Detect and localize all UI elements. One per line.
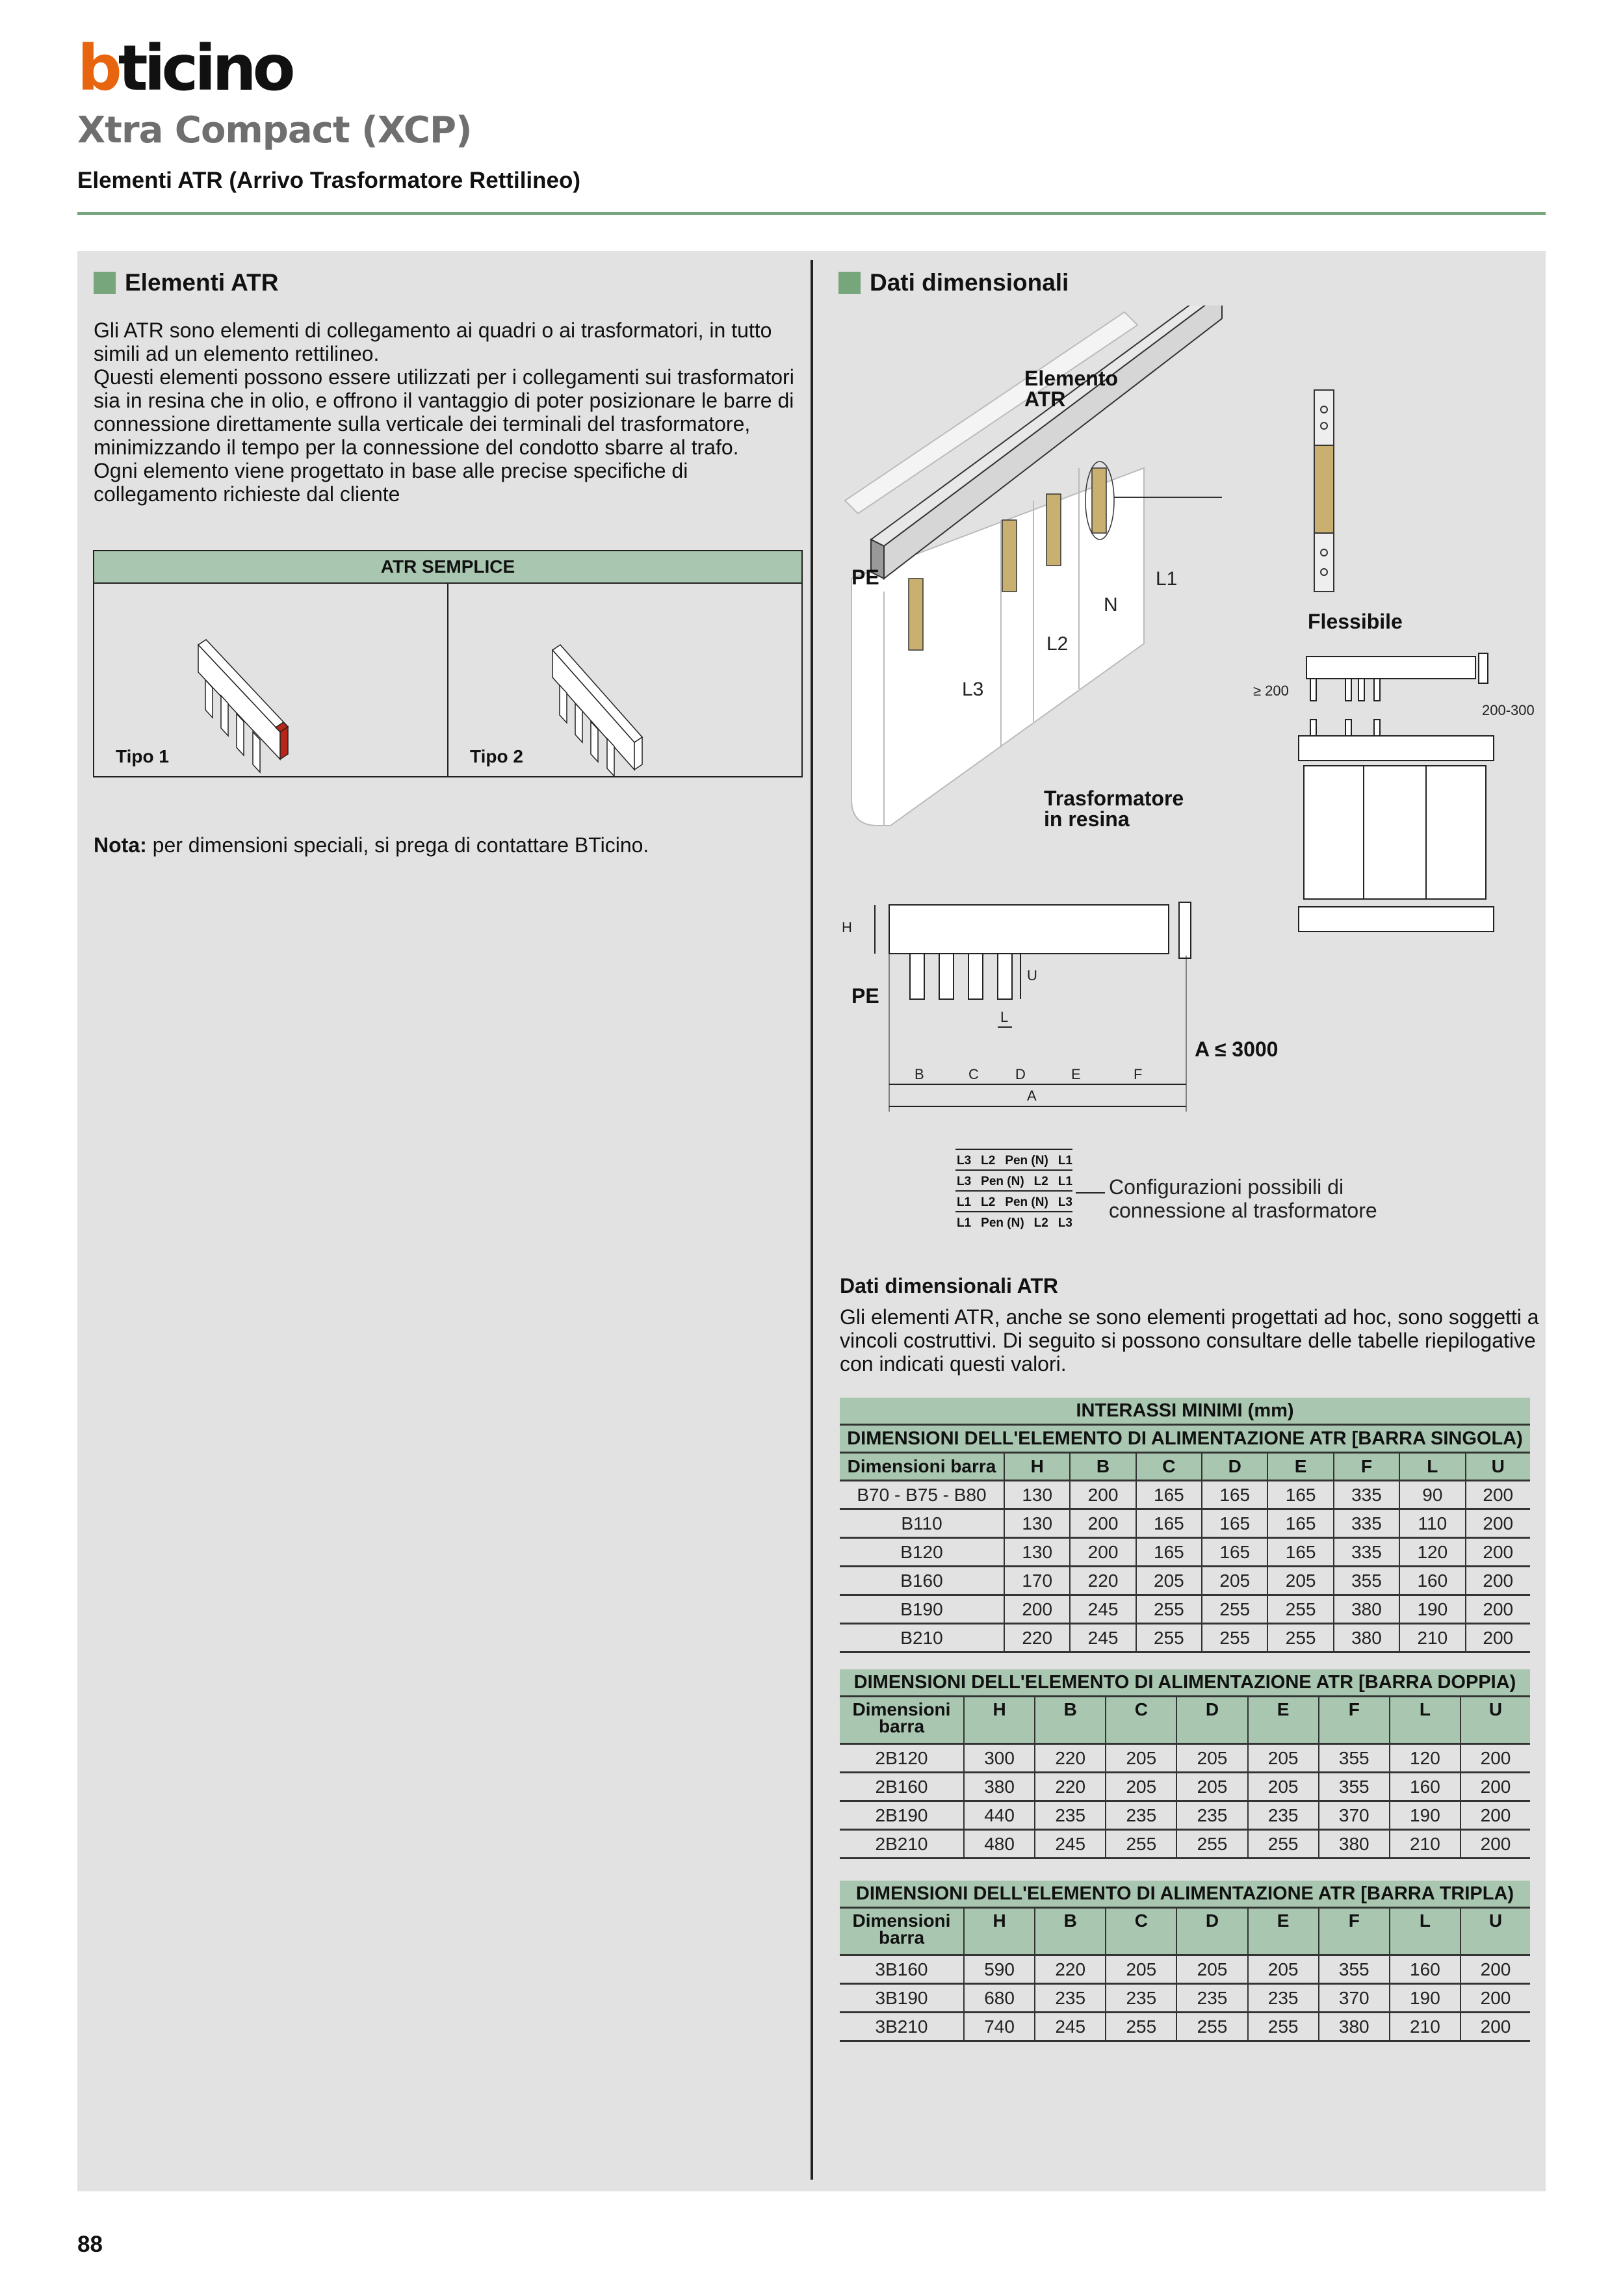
dim-e-label: E [1071,1066,1081,1082]
atr-type-1-cell [94,584,447,776]
atr-semplice-table [93,550,803,777]
dimension-cell: 355 [1319,1955,1390,1984]
dimension-cell: 200 [1461,1830,1530,1859]
bar-size-cell: 3B160 [840,1955,964,1984]
dimension-cell: 200 [1461,1955,1530,1984]
table-barra-singola [840,1398,1530,1653]
dim-h-label: H [842,919,852,935]
dimension-cell: 255 [1106,2013,1176,2041]
note-text: per dimensioni speciali, si prega di contattare BTicino. [146,833,649,857]
col-header: H [964,1908,1035,1955]
col-header: Dimensioni barra [840,1908,964,1955]
pe-label-elevation: PE [851,984,879,1008]
atr-semplice-title: ATR SEMPLICE [94,551,801,584]
config-cell: L2 [981,1154,996,1168]
config-row [957,1192,1072,1213]
dimension-cell: 200 [1461,1773,1530,1801]
trasformatore-label [1044,788,1184,829]
col-header: U [1466,1453,1530,1481]
dimension-cell: 170 [1004,1567,1070,1595]
dimension-cell: 335 [1334,1538,1399,1567]
dimension-cell: 220 [1070,1567,1136,1595]
dimension-cell: 200 [1461,1744,1530,1773]
tipo-2-label: Tipo 2 [470,746,523,766]
dimension-cell: 165 [1202,1481,1267,1509]
bar-size-cell: B70 - B75 - B80 [840,1481,1004,1509]
bar-size-cell: B190 [840,1595,1004,1624]
header-divider [77,212,1546,215]
column-header-row [840,1697,1530,1744]
config-cell: L3 [957,1175,972,1188]
section-heading-dati-dimensionali [838,269,1069,296]
dimension-cell: 255 [1248,1830,1319,1859]
dimension-cell: 255 [1106,1830,1176,1859]
dimension-cell: 200 [1070,1509,1136,1538]
series-title: Xtra Compact (XCP) [77,109,472,151]
flessibile-detail [1314,390,1334,592]
config-cell: L1 [1058,1175,1072,1188]
table-row [840,1955,1530,1984]
phase-label-n: N [1104,594,1118,616]
col-header: E [1248,1697,1319,1744]
dim-d-label: D [1015,1066,1026,1082]
dimension-cell: 205 [1176,1955,1247,1984]
dimension-cell: 165 [1267,1538,1333,1567]
col-header: C [1106,1908,1176,1955]
dimension-cell: 245 [1035,1830,1106,1859]
col-header: H [1004,1453,1070,1481]
column-header-row [840,1908,1530,1955]
intro-paragraph: Gli ATR sono elementi di collegamento ai quadri o ai trasformatori, in tutto simili ad un elemento rettilineo. [94,319,772,365]
dimension-cell: 190 [1390,1984,1461,2013]
dimension-cell: 210 [1390,1830,1461,1859]
dimension-cell: 205 [1248,1955,1319,1984]
bar-size-cell: 3B210 [840,2013,964,2041]
dimension-cell: 370 [1319,1984,1390,2013]
label-line: ATR [1024,387,1066,411]
dim-f-label: F [1134,1066,1143,1082]
dimension-cell: 165 [1202,1509,1267,1538]
dimension-cell: 90 [1399,1481,1465,1509]
table-row [840,1481,1530,1509]
config-caption [1109,1175,1377,1222]
config-cell: L3 [1058,1216,1072,1230]
dimension-cell: 335 [1334,1481,1399,1509]
dimension-cell: 200 [1070,1481,1136,1509]
intro-text [94,319,809,506]
table-barra-doppia [840,1669,1530,1859]
dimension-cell: 205 [1202,1567,1267,1595]
column-divider [811,260,813,2180]
dimension-cell: 380 [1319,2013,1390,2041]
intro-paragraph: Ogni elemento viene progettato in base alle precise specifiche di collegamento richieste dal cliente [94,459,688,506]
dimension-cell: 235 [1176,1984,1247,2013]
dimension-cell: 380 [1319,1830,1390,1859]
dimension-cell: 220 [1004,1624,1070,1652]
col-header: Dimensioni barra [840,1697,964,1744]
dimension-cell: 200 [1461,1984,1530,2013]
config-cell: Pen (N) [1005,1154,1048,1168]
dimension-cell: 680 [964,1984,1035,2013]
dimension-cell: 235 [1176,1801,1247,1830]
dimension-cell: 355 [1319,1744,1390,1773]
dimension-cell: 590 [964,1955,1035,1984]
dimension-cell: 380 [964,1773,1035,1801]
dim-u-label: U [1027,967,1037,984]
dimension-cell: 110 [1399,1509,1465,1538]
dimension-cell: 200 [1461,1801,1530,1830]
section-marker-icon [94,272,116,294]
dimension-cell: 205 [1267,1567,1333,1595]
dimension-cell: 255 [1202,1595,1267,1624]
label-line: Elemento [1024,367,1119,390]
table-row [840,1567,1530,1595]
col-header: L [1390,1908,1461,1955]
dimension-cell: 370 [1319,1801,1390,1830]
table-row [840,1801,1530,1830]
dimension-cell: 165 [1267,1509,1333,1538]
dimension-cell: 740 [964,2013,1035,2041]
table-barra-tripla [840,1881,1530,2042]
dimension-cell: 120 [1390,1744,1461,1773]
dimension-cell: 235 [1035,1984,1106,2013]
dimension-cell: 235 [1248,1801,1319,1830]
note [94,833,649,857]
dimension-cell: 220 [1035,1955,1106,1984]
dimension-cell: 245 [1035,2013,1106,2041]
dimension-cell: 205 [1106,1744,1176,1773]
dimension-cell: 200 [1004,1595,1070,1624]
dimension-cell: 200 [1466,1538,1530,1567]
table-title: DIMENSIONI DELL'ELEMENTO DI ALIMENTAZIONE ATR [BARRA DOPPIA) [840,1669,1530,1697]
bar-size-cell: 2B160 [840,1773,964,1801]
config-cell: L2 [1033,1175,1048,1188]
col-header: U [1461,1697,1530,1744]
dimension-cell: 245 [1070,1624,1136,1652]
col-header: Dimensioni barra [840,1453,1004,1481]
config-row [957,1151,1072,1171]
dimension-cell: 165 [1136,1481,1202,1509]
caption-line: Configurazioni possibili di [1109,1175,1344,1199]
dim-b-label: B [915,1066,924,1082]
config-cell: L1 [1058,1154,1072,1168]
flessibile-label: Flessibile [1308,610,1403,633]
section-heading-elementi-atr [94,269,278,296]
dimension-cell: 160 [1390,1773,1461,1801]
dimension-cell: 165 [1136,1538,1202,1567]
col-header: F [1319,1908,1390,1955]
dimension-cell: 205 [1136,1567,1202,1595]
dimension-cell: 200 [1466,1509,1530,1538]
dimension-cell: 235 [1035,1801,1106,1830]
tipo-1-label: Tipo 1 [116,746,169,766]
bar-size-cell: 3B190 [840,1984,964,2013]
dimension-cell: 190 [1399,1595,1465,1624]
dimension-cell: 200 [1070,1538,1136,1567]
col-header: F [1319,1697,1390,1744]
dim-c-label: C [968,1066,979,1082]
bar-size-cell: B110 [840,1509,1004,1538]
section-title: Dati dimensionali [870,269,1069,296]
col-header: D [1176,1908,1247,1955]
label-line: Trasformatore [1044,787,1184,810]
dimension-cell: 220 [1035,1773,1106,1801]
dimension-cell: 235 [1106,1801,1176,1830]
dimension-cell: 165 [1267,1481,1333,1509]
col-header: U [1461,1908,1530,1955]
phase-label-l3: L3 [962,679,984,700]
dimension-cell: 255 [1176,1830,1247,1859]
table-row [840,1744,1530,1773]
dimension-cell: 165 [1202,1538,1267,1567]
label-line: in resina [1044,807,1130,831]
config-cell: L1 [957,1195,972,1209]
dimension-cell: 165 [1136,1509,1202,1538]
caption-line: connessione al trasformatore [1109,1199,1377,1222]
dimension-cell: 205 [1106,1955,1176,1984]
col-header: C [1106,1697,1176,1744]
column-header-row [840,1453,1530,1481]
dimension-cell: 335 [1334,1509,1399,1538]
dimension-cell: 160 [1390,1955,1461,1984]
col-header: D [1202,1453,1267,1481]
transformer-elevation [1299,653,1494,932]
dimension-cell: 235 [1106,1984,1176,2013]
dimension-cell: 130 [1004,1481,1070,1509]
section-title: Elementi ATR [125,269,279,296]
dimension-cell: 255 [1136,1624,1202,1652]
table-row [840,1509,1530,1538]
bar-size-cell: B120 [840,1538,1004,1567]
pe-label: PE [851,566,879,589]
dimension-cell: 255 [1248,2013,1319,2041]
dimension-cell: 200 [1466,1595,1530,1624]
phase-label-l1: L1 [1156,568,1178,590]
dim-a-label: A [1027,1088,1037,1104]
col-header: E [1267,1453,1333,1481]
table-row [840,1595,1530,1624]
bar-size-cell: 2B210 [840,1830,964,1859]
config-cell: Pen (N) [981,1175,1024,1188]
col-header: B [1035,1697,1106,1744]
table-row [840,1773,1530,1801]
page-number: 88 [77,2232,103,2257]
config-cell: L1 [957,1216,972,1230]
config-row [957,1213,1072,1234]
dimension-cell: 200 [1461,2013,1530,2041]
note-label: Nota: [94,833,147,857]
dimension-cell: 355 [1334,1567,1399,1595]
config-table [957,1151,1072,1234]
bticino-logo [77,32,292,105]
dimension-cell: 190 [1390,1801,1461,1830]
logo-b: b [77,32,118,105]
col-header: H [964,1697,1035,1744]
dim-range-label: 200-300 [1482,702,1535,718]
dimension-cell: 480 [964,1830,1035,1859]
atr-diagram [832,306,1547,1230]
config-cell: L2 [981,1195,996,1209]
table-row [840,2013,1530,2041]
tab [253,732,260,772]
a-limit-label: A ≤ 3000 [1195,1037,1279,1061]
dimension-cell: 235 [1248,1984,1319,2013]
dimension-cell: 130 [1004,1509,1070,1538]
table-title: DIMENSIONI DELL'ELEMENTO DI ALIMENTAZIONE ATR [BARRA TRIPLA) [840,1881,1530,1908]
dimension-cell: 255 [1136,1595,1202,1624]
config-cell: L2 [1033,1216,1048,1230]
col-header: F [1334,1453,1399,1481]
interassi-title: INTERASSI MINIMI (mm) [840,1398,1530,1425]
dimension-cell: 120 [1399,1538,1465,1567]
col-header: D [1176,1697,1247,1744]
config-cell: Pen (N) [1005,1195,1048,1209]
config-row [957,1171,1072,1192]
elemento-atr-label [1024,368,1118,410]
table-row [840,1984,1530,2013]
dimension-cell: 205 [1176,1744,1247,1773]
config-cell: L3 [957,1154,972,1168]
dimension-cell: 355 [1319,1773,1390,1801]
tab [221,696,228,736]
dati-dimensionali-atr-description: Gli elementi ATR, anche se sono elementi progettati ad hoc, sono soggetti a vincoli costruttivi. Di seguito si possono consultare delle tabelle riepilogative con indicati questi valori. [840,1305,1539,1376]
dimension-cell: 210 [1399,1624,1465,1652]
dimension-cell: 205 [1248,1744,1319,1773]
col-header: E [1248,1908,1319,1955]
dimension-cell: 380 [1334,1624,1399,1652]
table-title: DIMENSIONI DELL'ELEMENTO DI ALIMENTAZIONE ATR [BARRA SINGOLA) [840,1425,1530,1453]
bar-size-cell: 2B120 [840,1744,964,1773]
dim-min-label: ≥ 200 [1253,683,1289,699]
tab [237,714,244,755]
dimension-cell: 210 [1390,2013,1461,2041]
dimension-cell: 205 [1176,1773,1247,1801]
col-header: L [1399,1453,1465,1481]
atr-type-2-cell [447,584,801,776]
dimension-cell: 255 [1202,1624,1267,1652]
bar-size-cell: 2B190 [840,1801,964,1830]
dimension-cell: 255 [1267,1624,1333,1652]
dimension-cell: 200 [1466,1624,1530,1652]
atr-technical-drawing [832,306,1547,1216]
phase-label-l2: L2 [1046,633,1069,655]
section-marker-icon [838,272,861,294]
col-header: L [1390,1697,1461,1744]
table-row [840,1538,1530,1567]
table-row [840,1830,1530,1859]
page-subtitle: Elementi ATR (Arrivo Trasformatore Rettilineo) [77,168,581,193]
dimension-cell: 200 [1466,1481,1530,1509]
dati-dimensionali-atr-heading: Dati dimensionali ATR [840,1274,1059,1298]
dimension-cell: 205 [1248,1773,1319,1801]
dimension-cell: 255 [1176,2013,1247,2041]
dimension-cell: 380 [1334,1595,1399,1624]
intro-paragraph: Questi elementi possono essere utilizzati per i collegamenti sui trasformatori sia in resina che in olio, e offrono il vantaggio di poter posizionare le barre di connessione direttamente sulla verticale dei terminali del trasformatore, minimizzando il tempo per la connessione del condotto sbarre al trafo. [94,365,794,459]
dim-l-label: L [1000,1009,1009,1025]
dimension-cell: 440 [964,1801,1035,1830]
bar-size-cell: B160 [840,1567,1004,1595]
dimension-cell: 245 [1070,1595,1136,1624]
table-row [840,1624,1530,1652]
dimension-cell: 300 [964,1744,1035,1773]
config-cell: Pen (N) [981,1216,1024,1230]
col-header: C [1136,1453,1202,1481]
dimension-cell: 220 [1035,1744,1106,1773]
col-header: B [1035,1908,1106,1955]
dimension-cell: 205 [1106,1773,1176,1801]
dimension-cell: 160 [1399,1567,1465,1595]
dimension-cell: 130 [1004,1538,1070,1567]
dimension-cell: 255 [1267,1595,1333,1624]
dimension-cell: 200 [1466,1567,1530,1595]
logo-text: ticino [118,32,292,105]
tab [591,722,598,762]
bar-size-cell: B210 [840,1624,1004,1652]
config-cell: L3 [1058,1195,1072,1209]
col-header: B [1070,1453,1136,1481]
